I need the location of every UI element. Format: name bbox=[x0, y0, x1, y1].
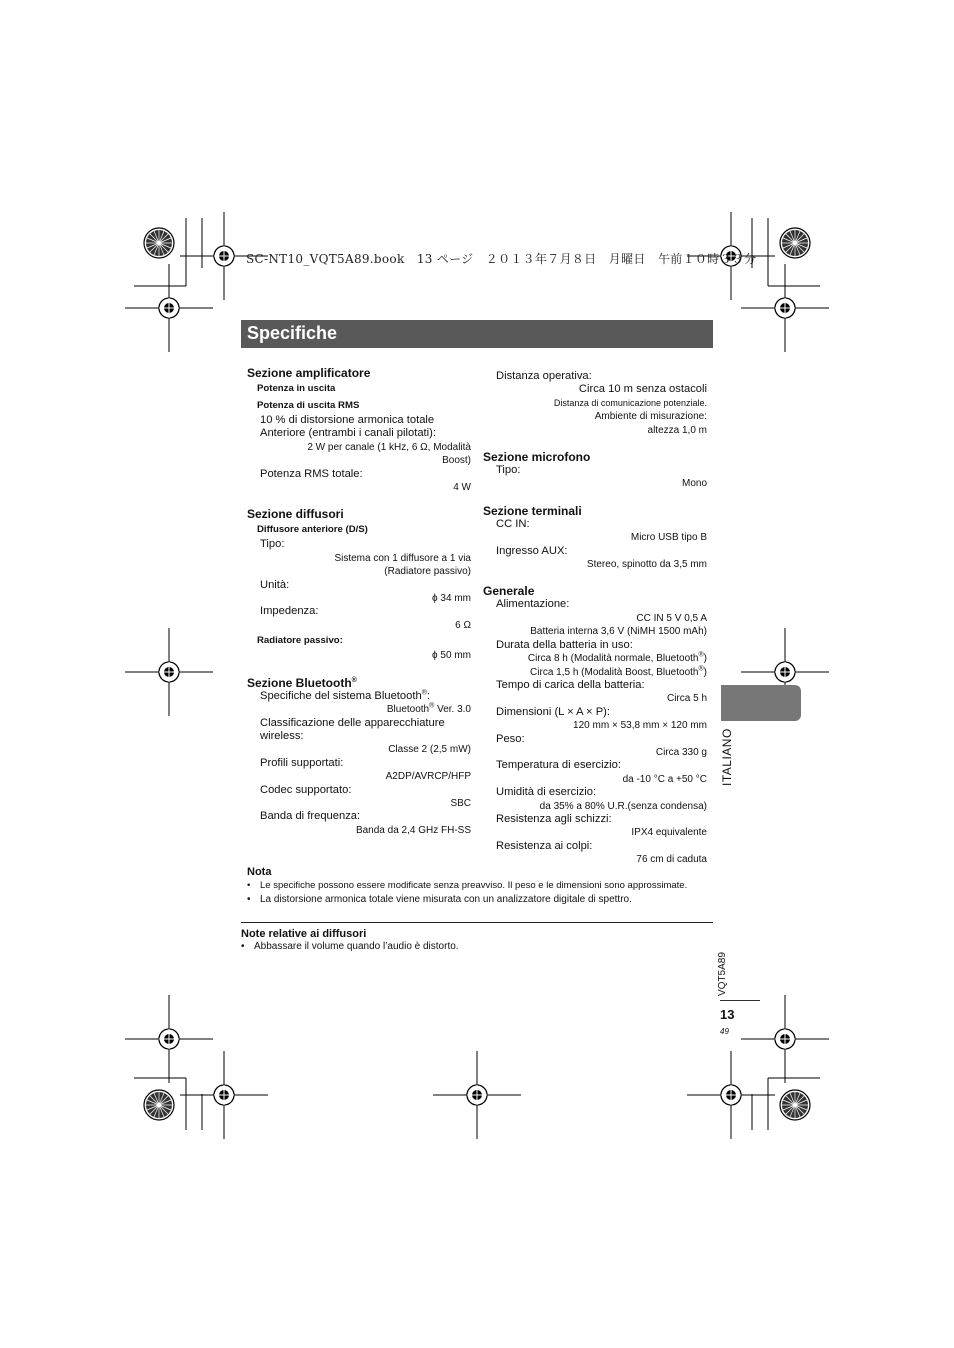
spec-value: Distanza di comunicazione potenziale. bbox=[553, 397, 707, 408]
title-bar bbox=[241, 320, 713, 348]
nota-section bbox=[247, 866, 717, 906]
spec-value: Micro USB tipo B bbox=[630, 532, 707, 544]
spec-value: Mono bbox=[681, 478, 707, 490]
page-title: Specifiche bbox=[247, 323, 338, 343]
spec-label: Ingresso AUX: bbox=[496, 544, 568, 557]
page-sub-number: 49 bbox=[720, 1027, 729, 1036]
section-heading: Sezione diffusori bbox=[247, 507, 344, 522]
spec-value: da -10 °C a +50 °C bbox=[622, 773, 707, 785]
right-spec-column bbox=[483, 370, 707, 867]
spec-value: altezza 1,0 m bbox=[647, 424, 707, 436]
nota-heading: Nota bbox=[247, 866, 272, 878]
spec-value: Banda da 2,4 GHz FH-SS bbox=[355, 824, 471, 836]
divider bbox=[241, 922, 713, 923]
spec-value: Circa 10 m senza ostacoli bbox=[578, 383, 707, 396]
spec-value: Circa 330 g bbox=[655, 746, 707, 758]
spec-value: Circa 1,5 h (Modalità Boost, Bluetooth®) bbox=[530, 665, 707, 678]
spec-label: Banda di frequenza: bbox=[260, 810, 361, 823]
spec-value: Batteria interna 3,6 V (NiMH 1500 mAh) bbox=[530, 626, 707, 638]
spec-value: Circa 8 h (Modalità normale, Bluetooth®) bbox=[527, 651, 707, 665]
page-number: 13 bbox=[720, 1007, 735, 1022]
spec-label: CC IN: bbox=[496, 517, 530, 530]
spec-value: Bluetooth® Ver. 3.0 bbox=[386, 702, 471, 716]
spec-label: Distanza operativa: bbox=[496, 370, 592, 382]
section-heading: Sezione Bluetooth® bbox=[247, 675, 357, 690]
spec-value: 76 cm di caduta bbox=[636, 854, 707, 866]
left-spec-column bbox=[247, 366, 471, 837]
subsection-heading: Potenza in uscita bbox=[257, 383, 336, 394]
spec-label: Impedenza: bbox=[260, 605, 319, 618]
print-header: SC-NT10_VQT5A89.book 13 ページ ２０１３年７月８日 月曜日 午前１０時３３分 bbox=[246, 252, 757, 266]
spec-label: Tipo: bbox=[260, 538, 285, 551]
spec-value: IPX4 equivalente bbox=[631, 827, 707, 839]
spec-value: Circa 5 h bbox=[666, 693, 707, 705]
spec-label: Anteriore (entrambi i canali pilotati): bbox=[260, 427, 436, 440]
spec-value: Stereo, spinotto da 3,5 mm bbox=[586, 559, 707, 571]
spec-label: Resistenza ai colpi: bbox=[496, 839, 593, 852]
spec-value: 6 Ω bbox=[455, 619, 471, 631]
spec-value: 4 W bbox=[453, 482, 471, 494]
speaker-notes-heading: Note relative ai diffusori bbox=[241, 928, 367, 940]
spec-label: Alimentazione: bbox=[496, 598, 570, 611]
spec-value: CC IN 5 V 0,5 A bbox=[636, 612, 707, 624]
language-label: ITALIANO bbox=[720, 728, 734, 786]
spec-label: Specifiche del sistema Bluetooth®: bbox=[260, 688, 430, 702]
spec-label: Classificazione delle apparecchiature bbox=[260, 716, 445, 729]
spec-label: Codec supportato: bbox=[260, 783, 352, 796]
spec-label: Resistenza agli schizzi: bbox=[496, 812, 612, 825]
spec-value: Boost) bbox=[442, 455, 471, 467]
subsection-heading: Potenza di uscita RMS bbox=[257, 400, 360, 411]
spec-value: ϕ 34 mm bbox=[432, 593, 471, 605]
spec-label: 10 % di distorsione armonica totale bbox=[260, 414, 435, 426]
spec-value: 2 W per canale (1 kHz, 6 Ω, Modalità bbox=[307, 441, 471, 453]
speaker-notes-section bbox=[241, 928, 711, 954]
spec-label: Tempo di carica della batteria: bbox=[496, 678, 645, 691]
spec-value: SBC bbox=[450, 797, 471, 809]
spec-label: Tipo: bbox=[496, 464, 521, 477]
spec-value: ϕ 50 mm bbox=[432, 650, 471, 662]
section-heading: Sezione amplificatore bbox=[247, 366, 371, 380]
spec-label: Potenza RMS totale: bbox=[260, 467, 363, 480]
spec-value: (Radiatore passivo) bbox=[384, 566, 471, 578]
spec-label: Profili supportati: bbox=[260, 756, 344, 769]
spec-label: Peso: bbox=[496, 732, 525, 745]
spec-value: Sistema con 1 diffusore a 1 via bbox=[334, 552, 471, 564]
page-number-rule bbox=[720, 1000, 760, 1001]
spec-value: 120 mm × 53,8 mm × 120 mm bbox=[573, 720, 707, 732]
spec-value: Classe 2 (2,5 mW) bbox=[388, 744, 471, 756]
subsection-heading: Diffusore anteriore (D/S) bbox=[257, 524, 368, 536]
spec-label: Umidità di esercizio: bbox=[496, 786, 597, 799]
subsection-heading: Radiatore passivo: bbox=[257, 635, 343, 647]
section-heading: Sezione microfono bbox=[483, 450, 591, 465]
spec-value: A2DP/AVRCP/HFP bbox=[385, 771, 471, 783]
speaker-notes-item: • Abbassare il volume quando l’audio è distorto. bbox=[241, 940, 711, 954]
nota-item: • Le specifiche possono essere modificate senza preavviso. Il peso e le dimensioni sono approssimate. bbox=[247, 879, 717, 893]
model-code: VQT5A89 bbox=[717, 952, 728, 996]
spec-value: da 35% a 80% U.R.(senza condensa) bbox=[539, 800, 707, 812]
language-tab bbox=[721, 685, 801, 721]
section-heading: Generale bbox=[483, 584, 535, 599]
spec-label: Unità: bbox=[260, 578, 290, 591]
section-heading: Sezione terminali bbox=[483, 503, 582, 518]
spec-value: Ambiente di misurazione: bbox=[594, 411, 707, 423]
nota-item: • La distorsione armonica totale viene misurata con un analizzatore digitale di spettro. bbox=[247, 893, 717, 907]
spec-label: Durata della batteria in uso: bbox=[496, 638, 633, 651]
spec-label: Temperatura di esercizio: bbox=[496, 759, 621, 772]
spec-label: wireless: bbox=[260, 729, 304, 742]
spec-label: Dimensioni (L × A × P): bbox=[496, 705, 610, 718]
